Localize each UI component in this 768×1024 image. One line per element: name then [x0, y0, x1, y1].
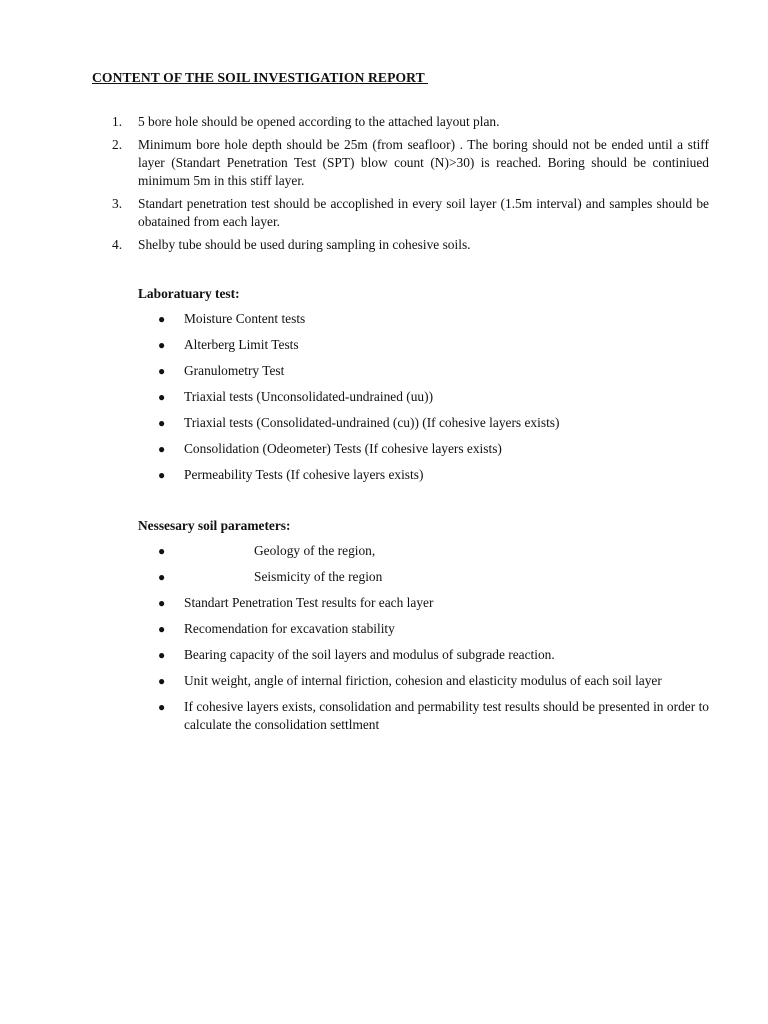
- bullet-icon: ●: [158, 468, 166, 482]
- bullet-text: Moisture Content tests: [184, 311, 306, 326]
- bullet-icon: ●: [158, 674, 166, 688]
- laboratory-tests-heading: Laboratuary test:: [138, 286, 240, 301]
- bullet-item: [138, 336, 709, 354]
- bullet-text: Seismicity of the region: [254, 569, 383, 584]
- bullet-text: Bearing capacity of the soil layers and modulus of subgrade reaction.: [184, 647, 555, 662]
- bullet-icon: ●: [158, 596, 166, 610]
- bullet-text: Standart Penetration Test results for each layer: [184, 595, 434, 610]
- item-number: 3.: [112, 196, 123, 211]
- bullet-icon: ●: [158, 622, 166, 636]
- bullet-item: [138, 542, 709, 560]
- bullet-item: [138, 568, 709, 586]
- item-number: 2.: [112, 137, 123, 152]
- bullet-text: If cohesive layers exists, consolidation and permability test results should be presented in order to calculate the consolidation settlment: [184, 699, 709, 732]
- bullet-item: [138, 672, 709, 690]
- bullet-text: Geology of the region,: [254, 543, 376, 558]
- item-text: 5 bore hole should be opened according to the attached layout plan.: [138, 114, 500, 129]
- bullet-item: [138, 620, 709, 638]
- bullet-text: Triaxial tests (Unconsolidated-undrained (uu)): [184, 389, 434, 404]
- bullet-text: Granulometry Test: [184, 363, 285, 378]
- item-text: Standart penetration test should be accoplished in every soil layer (1.5m interval) and samples should be obatained from each layer.: [138, 196, 709, 229]
- bullet-text: Alterberg Limit Tests: [184, 337, 299, 352]
- bullet-item: [138, 594, 709, 612]
- bullet-item: [138, 310, 709, 328]
- bullet-text: Unit weight, angle of internal firiction, cohesion and elasticity modulus of each soil layer: [184, 673, 662, 688]
- soil-parameters-section: [138, 517, 709, 742]
- numbered-item: [112, 113, 709, 131]
- soil-parameters-heading: Nessesary soil parameters:: [138, 518, 291, 533]
- numbered-item: [112, 136, 709, 190]
- item-number: 4.: [112, 237, 123, 252]
- bullet-icon: ●: [158, 390, 166, 404]
- bullet-icon: ●: [158, 570, 166, 584]
- bullet-text: Recomendation for excavation stability: [184, 621, 395, 636]
- bullet-icon: ●: [158, 416, 166, 430]
- bullet-item: [138, 388, 709, 406]
- bullet-icon: ●: [158, 312, 166, 326]
- item-text: Minimum bore hole depth should be 25m (from seafloor) . The boring should not be ended until a stiff layer (Standart Penetration Test (SPT) blow count (N)>30) is reached. Boring should be continiued minimum 5m in this stiff layer.: [138, 137, 709, 188]
- bullet-icon: ●: [158, 544, 166, 558]
- bullet-item: [138, 440, 709, 458]
- bullet-icon: ●: [158, 442, 166, 456]
- bullet-item: [138, 698, 709, 734]
- bullet-icon: ●: [158, 364, 166, 378]
- laboratory-tests-section: [138, 285, 709, 492]
- numbered-item: [112, 195, 709, 231]
- bullet-item: [138, 646, 709, 664]
- bullet-icon: ●: [158, 648, 166, 662]
- bullet-item: [138, 414, 709, 432]
- item-text: Shelby tube should be used during sampling in cohesive soils.: [138, 237, 471, 252]
- numbered-requirements-list: [112, 113, 709, 259]
- bullet-item: [138, 466, 709, 484]
- bullet-text: Triaxial tests (Consolidated-undrained (cu)) (If cohesive layers exists): [184, 415, 560, 430]
- numbered-item: [112, 236, 709, 254]
- bullet-text: Consolidation (Odeometer) Tests (If cohesive layers exists): [184, 441, 502, 456]
- document-title: CONTENT OF THE SOIL INVESTIGATION REPORT: [92, 70, 429, 85]
- bullet-text: Permeability Tests (If cohesive layers exists): [184, 467, 424, 482]
- bullet-icon: ●: [158, 700, 166, 714]
- item-number: 1.: [112, 114, 123, 129]
- bullet-item: [138, 362, 709, 380]
- bullet-icon: ●: [158, 338, 166, 352]
